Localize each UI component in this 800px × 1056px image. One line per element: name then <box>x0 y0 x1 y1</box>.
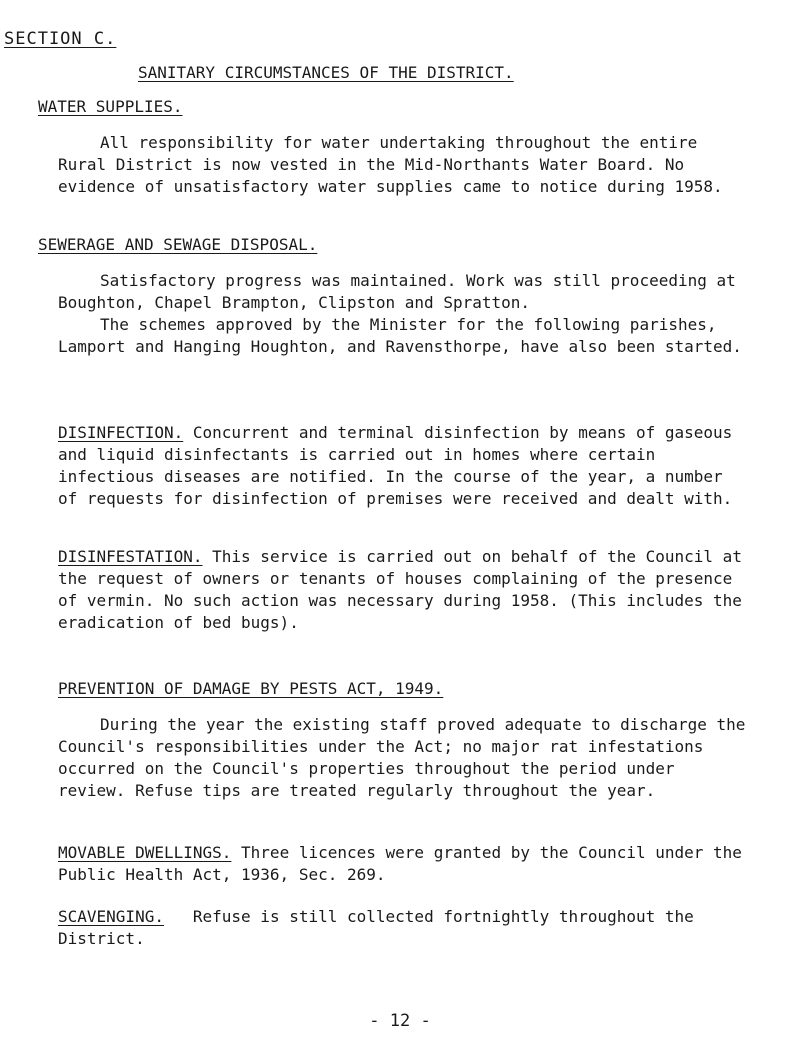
disinfestation-text: This service is carried out on behalf of the Council at the request of owners or tenants of houses complaining of the presence of vermin. No such action was necessary during 1958. (This includes the eradication of bed bugs). <box>58 547 742 632</box>
disinfestation-paragraph <box>58 546 748 634</box>
water-supplies-section <box>38 96 748 198</box>
scavenging-heading: SCAVENGING. <box>58 907 164 926</box>
movable-dwellings-paragraph <box>58 842 748 886</box>
pests-act-text: During the year the existing staff proved adequate to discharge the Council's responsibilities under the Act; no major rat infestations occurred on the Council's properties throughout the period under review. Refuse tips are treated regularly throughout the year. <box>58 715 746 800</box>
sewerage-section <box>38 234 748 358</box>
scavenging-text: Refuse is still collected fortnightly throughout the District. <box>58 907 694 948</box>
water-supplies-heading: WATER SUPPLIES. <box>38 97 183 116</box>
sewerage-para-2: The schemes approved by the Minister for the following parishes, Lamport and Hanging Houghton, and Ravensthorpe, have also been started. <box>58 315 742 356</box>
pests-act-section <box>58 678 748 802</box>
disinfection-paragraph <box>58 422 748 510</box>
page-number: - 12 - <box>369 1011 431 1031</box>
page-title: SANITARY CIRCUMSTANCES OF THE DISTRICT. <box>138 63 514 82</box>
movable-dwellings-heading: MOVABLE DWELLINGS. <box>58 843 232 862</box>
sewerage-para-1: Satisfactory progress was maintained. Work was still proceeding at Boughton, Chapel Brampton, Clipston and Spratton. <box>58 271 736 312</box>
scavenging-section <box>58 906 748 950</box>
disinfection-text: Concurrent and terminal disinfection by means of gaseous and liquid disinfectants is carried out in homes where certain infectious diseases are notified. In the course of the year, a number of requests for disinfection of premises were received and dealt with. <box>58 423 733 508</box>
disinfestation-heading: DISINFESTATION. <box>58 547 203 566</box>
disinfection-section <box>58 422 748 510</box>
movable-dwellings-section <box>58 842 748 886</box>
pests-act-heading: PREVENTION OF DAMAGE BY PESTS ACT, 1949. <box>58 679 444 698</box>
section-heading: SECTION C. <box>4 29 117 49</box>
water-supplies-text: All responsibility for water undertaking throughout the entire Rural District is now vested in the Mid-Northants Water Board. No evidence of unsatisfactory water supplies came to notice during 1958. <box>58 133 723 196</box>
scavenging-paragraph <box>58 906 748 950</box>
movable-dwellings-text: Three licences were granted by the Council under the Public Health Act, 1936, Sec. 269. <box>58 843 742 884</box>
disinfection-heading: DISINFECTION. <box>58 423 184 442</box>
disinfestation-section <box>58 546 748 634</box>
sewerage-heading: SEWERAGE AND SEWAGE DISPOSAL. <box>38 235 318 254</box>
